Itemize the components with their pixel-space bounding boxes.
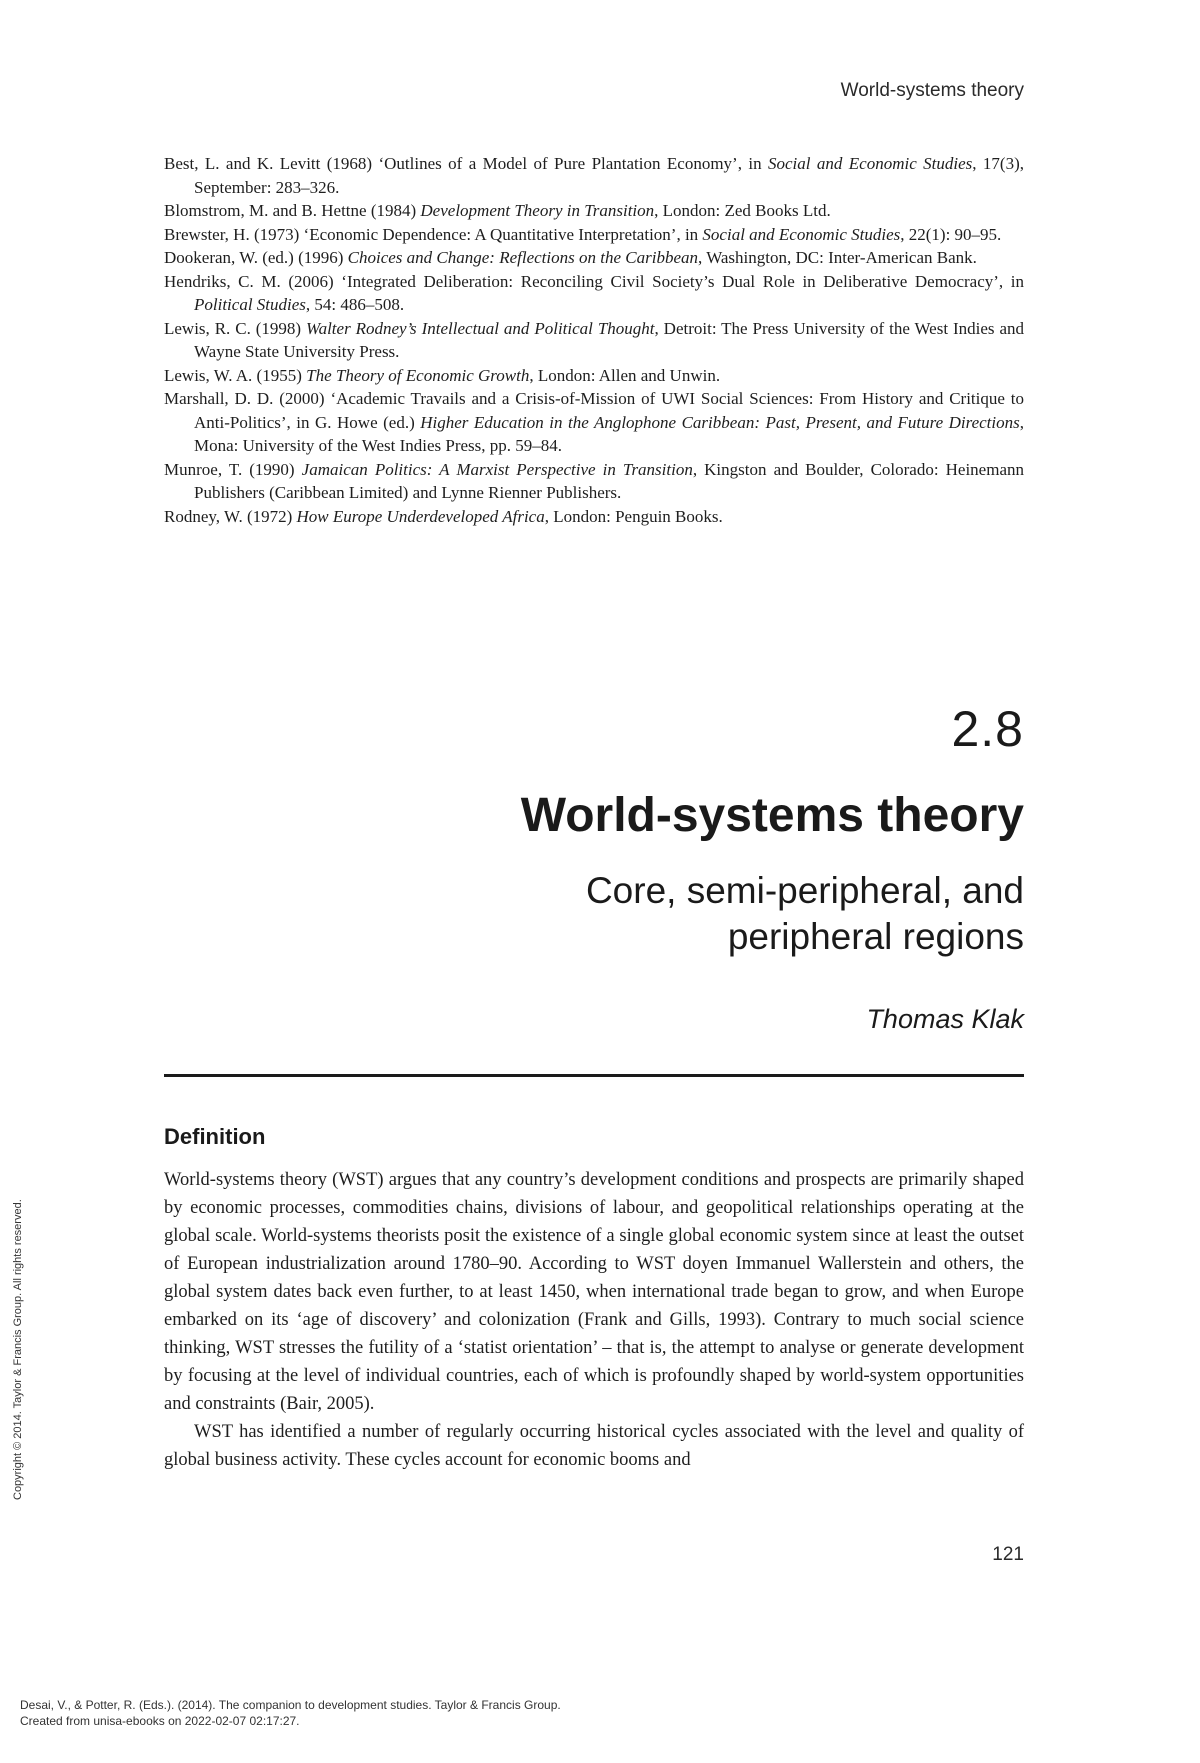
title-divider bbox=[164, 1074, 1024, 1077]
chapter-number: 2.8 bbox=[951, 701, 1024, 757]
body-text bbox=[164, 1166, 1024, 1474]
reference-list bbox=[164, 152, 1024, 528]
footer-created-line: Created from unisa-ebooks on 2022-02-07 02:17:27. bbox=[20, 1714, 300, 1728]
chapter-author: Thomas Klak bbox=[866, 1004, 1024, 1034]
section-heading: Definition bbox=[164, 1124, 266, 1149]
body-paragraph: World-systems theory (WST) argues that any country’s development conditions and prospects are primarily shaped by economic processes, commodities chains, divisions of labour, and geopolitical relationships operating at the global scale. World-systems theorists posit the existence of a single global economic system since at least the outset of European industrialization around 1780–90. According to WST doyen Immanuel Wallerstein and others, the global system dates back even further, to at least 1450, when international trade began to grow, and when Europe embarked on its ‘age of discovery’ and colonization (Frank and Gills, 1993). Contrary to much social science thinking, WST stresses the futility of a ‘statist orientation’ – that is, the attempt to analyse or generate development by focusing at the level of individual countries, each of which is profoundly shaped by world-system opportunities and constraints (Bair, 2005). bbox=[164, 1170, 1024, 1414]
chapter-subtitle: Core, semi-peripheral, and peripheral regions bbox=[585, 870, 1024, 957]
side-copyright-notice: Copyright © 2014. Taylor & Francis Group. All rights reserved. bbox=[12, 1199, 24, 1500]
reference-entry: Dookeran, W. (ed.) (1996) Choices and Change: Reflections on the Caribbean, Washington, DC: Inter-American Bank. bbox=[164, 248, 977, 267]
reference-entry: Lewis, W. A. (1955) The Theory of Economic Growth, London: Allen and Unwin. bbox=[164, 365, 721, 385]
running-head: World-systems theory bbox=[840, 80, 1024, 101]
reference-entry: Blomstrom, M. and B. Hettne (1984) Development Theory in Transition, London: Zed Books Ltd. bbox=[164, 201, 831, 220]
reference-entry: Munroe, T. (1990) Jamaican Politics: A Marxist Perspective in Transition, Kingston and Boulder, Colorado: Heinemann Publishers (Caribbean Limited) and Lynne Rienner Publishers. bbox=[164, 459, 1024, 502]
body-paragraph: WST has identified a number of regularly occurring historical cycles associated with the level and quality of global business activity. These cycles account for economic booms and bbox=[164, 1422, 1024, 1470]
reference-entry: Rodney, W. (1972) How Europe Underdeveloped Africa, London: Penguin Books. bbox=[164, 506, 723, 526]
footer-citation-line: Desai, V., & Potter, R. (Eds.). (2014). The companion to development studies. Taylor & Francis Group. bbox=[20, 1698, 561, 1712]
reference-entry: Brewster, H. (1973) ‘Economic Dependence: A Quantitative Interpretation’, in Social and Economic Studies, 22(1): 90–95. bbox=[164, 224, 1002, 244]
chapter-title: World-systems theory bbox=[520, 789, 1024, 842]
reference-entry: Marshall, D. D. (2000) ‘Academic Travails and a Crisis-of-Mission of UWI Social Sciences: From History and Critique to Anti-Politics’, in G. Howe (ed.) Higher Education in the Anglophone Caribbean: Past, Present, and Future Directions, Mona: University of the West Indies Press, pp. 59–84. bbox=[164, 389, 1024, 455]
reference-entry: Hendriks, C. M. (2006) ‘Integrated Deliberation: Reconciling Civil Society’s Dual Role in Deliberative Democracy’, in Political Studies, 54: 486–508. bbox=[164, 271, 1024, 314]
page-number: 121 bbox=[992, 1544, 1024, 1565]
reference-entry: Lewis, R. C. (1998) Walter Rodney’s Intellectual and Political Thought, Detroit: The Press University of the West Indies and Wayne State University Press. bbox=[164, 318, 1024, 361]
footer-citation bbox=[20, 1697, 561, 1729]
reference-entry: Best, L. and K. Levitt (1968) ‘Outlines of a Model of Pure Plantation Economy’, in Social and Economic Studies, 17(3), September: 283–326. bbox=[164, 154, 1025, 197]
